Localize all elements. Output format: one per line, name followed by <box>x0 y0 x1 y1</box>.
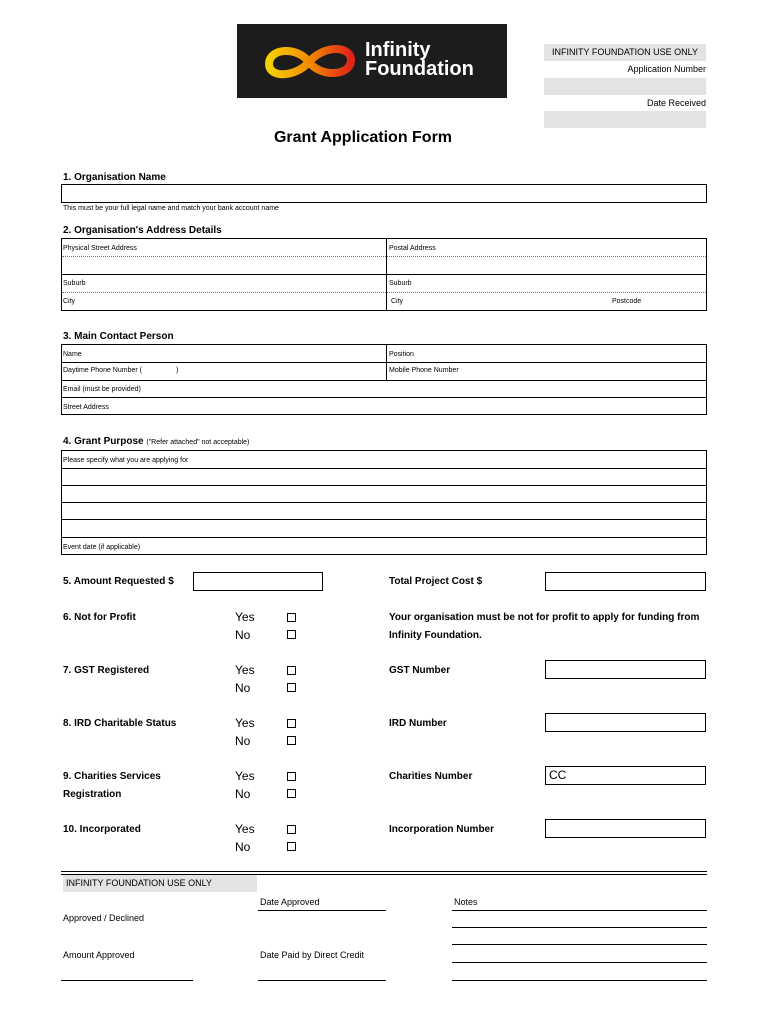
physical-address-input[interactable] <box>62 256 385 272</box>
ird-yes-checkbox[interactable] <box>287 719 296 728</box>
daytime-phone-label: Daytime Phone Number ( <box>63 367 142 374</box>
incorporated-yes-label: Yes <box>235 822 255 836</box>
ird-number-label: IRD Number <box>389 718 447 729</box>
infinity-foundation-logo <box>237 24 507 98</box>
organisation-name-input[interactable] <box>61 184 707 203</box>
nfp-note-line1: Your organisation must be not for profit to apply for funding from <box>389 612 700 623</box>
incorporated-label: 10. Incorporated <box>63 824 141 835</box>
postal-address-input[interactable] <box>387 256 706 272</box>
physical-address-label: Physical Street Address <box>63 245 137 252</box>
incorporated-no-label: No <box>235 840 251 854</box>
logo-text-line1: Infinity <box>365 39 431 61</box>
not-for-profit-label: 6. Not for Profit <box>63 612 136 623</box>
application-number-label: Application Number <box>627 64 706 74</box>
nfp-note-line2: Infinity Foundation. <box>389 630 482 641</box>
approved-declined-label: Approved / Declined <box>63 913 145 923</box>
section-4-heading <box>63 436 249 447</box>
footer-divider-top <box>61 871 707 872</box>
notes-line-5[interactable] <box>452 980 707 981</box>
gst-number-label: GST Number <box>389 665 451 676</box>
date-received-label: Date Received <box>646 98 706 108</box>
organisation-name-note: This must be your full legal name and match your bank account name <box>63 205 279 212</box>
gst-yes-checkbox[interactable] <box>287 666 296 675</box>
notes-label: Notes <box>454 897 478 907</box>
ird-yes-label: Yes <box>235 716 255 730</box>
charities-yes-label: Yes <box>235 769 255 783</box>
incorporated-no-checkbox[interactable] <box>287 842 296 851</box>
grant-purpose-specify-label: Please specify what you are applying for <box>63 457 189 464</box>
charities-yes-checkbox[interactable] <box>287 772 296 781</box>
street-address-label: Street Address <box>63 404 109 411</box>
suburb-right-label: Suburb <box>389 280 412 287</box>
contact-name-label: Name <box>63 351 82 358</box>
postcode-label: Postcode <box>612 298 642 305</box>
ird-number-input[interactable] <box>545 713 706 732</box>
gst-registered-label: 7. GST Registered <box>63 665 150 676</box>
date-approved-line[interactable] <box>258 910 386 911</box>
ird-no-checkbox[interactable] <box>287 736 296 745</box>
section-4-note: ("Refer attached" not acceptable) <box>146 439 250 446</box>
amount-approved-line[interactable] <box>61 980 193 981</box>
date-approved-label: Date Approved <box>260 897 320 907</box>
incorporation-number-input[interactable] <box>545 819 706 838</box>
amount-requested-input[interactable] <box>193 572 323 591</box>
mobile-phone-label: Mobile Phone Number <box>389 367 459 374</box>
grant-purpose-table[interactable] <box>61 450 707 555</box>
logo-text-line2: Foundation <box>365 58 474 80</box>
amount-requested-label: 5. Amount Requested $ <box>63 576 174 587</box>
infinity-logo-icon <box>259 38 359 84</box>
section-1-heading: 1. Organisation Name <box>63 172 166 183</box>
charities-label-line2: Registration <box>63 789 122 800</box>
charities-number-input[interactable]: CC <box>545 766 706 785</box>
nfp-no-checkbox[interactable] <box>287 630 296 639</box>
nfp-yes-checkbox[interactable] <box>287 613 296 622</box>
email-label: Email (must be provided) <box>63 386 141 393</box>
incorporation-number-label: Incorporation Number <box>389 824 495 835</box>
event-date-label: Event date (if applicable) <box>63 544 141 551</box>
ird-no-label: No <box>235 734 251 748</box>
gst-yes-label: Yes <box>235 663 255 677</box>
charities-no-label: No <box>235 787 251 801</box>
amount-approved-label: Amount Approved <box>63 950 135 960</box>
notes-line-2[interactable] <box>452 927 707 928</box>
section-4-title: 4. Grant Purpose <box>63 436 144 447</box>
section-3-heading: 3. Main Contact Person <box>63 331 174 342</box>
phone-paren-close: ) <box>176 367 179 374</box>
section-2-heading: 2. Organisation's Address Details <box>63 225 222 236</box>
notes-line-1[interactable] <box>452 910 707 911</box>
gst-number-input[interactable] <box>545 660 706 679</box>
position-label: Position <box>389 351 414 358</box>
nfp-no-label: No <box>235 628 251 642</box>
ird-charitable-label: 8. IRD Charitable Status <box>63 718 177 729</box>
city-right-label: City <box>391 298 404 305</box>
gst-no-label: No <box>235 681 251 695</box>
postal-address-label: Postal Address <box>389 245 436 252</box>
incorporated-yes-checkbox[interactable] <box>287 825 296 834</box>
contact-table <box>61 344 707 415</box>
suburb-left-label: Suburb <box>63 280 86 287</box>
nfp-yes-label: Yes <box>235 610 255 624</box>
date-received-field[interactable] <box>544 111 706 128</box>
date-paid-line[interactable] <box>258 980 386 981</box>
charities-label-line1: 9. Charities Services <box>63 771 161 782</box>
page-title: Grant Application Form <box>273 129 453 146</box>
city-left-label: City <box>63 298 76 305</box>
office-use-header: INFINITY FOUNDATION USE ONLY <box>544 44 706 61</box>
charities-number-label: Charities Number <box>389 771 473 782</box>
footer-office-header: INFINITY FOUNDATION USE ONLY <box>63 875 257 892</box>
notes-line-4[interactable] <box>452 962 707 963</box>
charities-no-checkbox[interactable] <box>287 789 296 798</box>
total-project-cost-label: Total Project Cost $ <box>389 576 483 587</box>
total-project-cost-input[interactable] <box>545 572 706 591</box>
gst-no-checkbox[interactable] <box>287 683 296 692</box>
address-table <box>61 238 707 311</box>
application-number-field[interactable] <box>544 78 706 95</box>
date-paid-label: Date Paid by Direct Credit <box>260 950 365 960</box>
notes-line-3[interactable] <box>452 944 707 945</box>
